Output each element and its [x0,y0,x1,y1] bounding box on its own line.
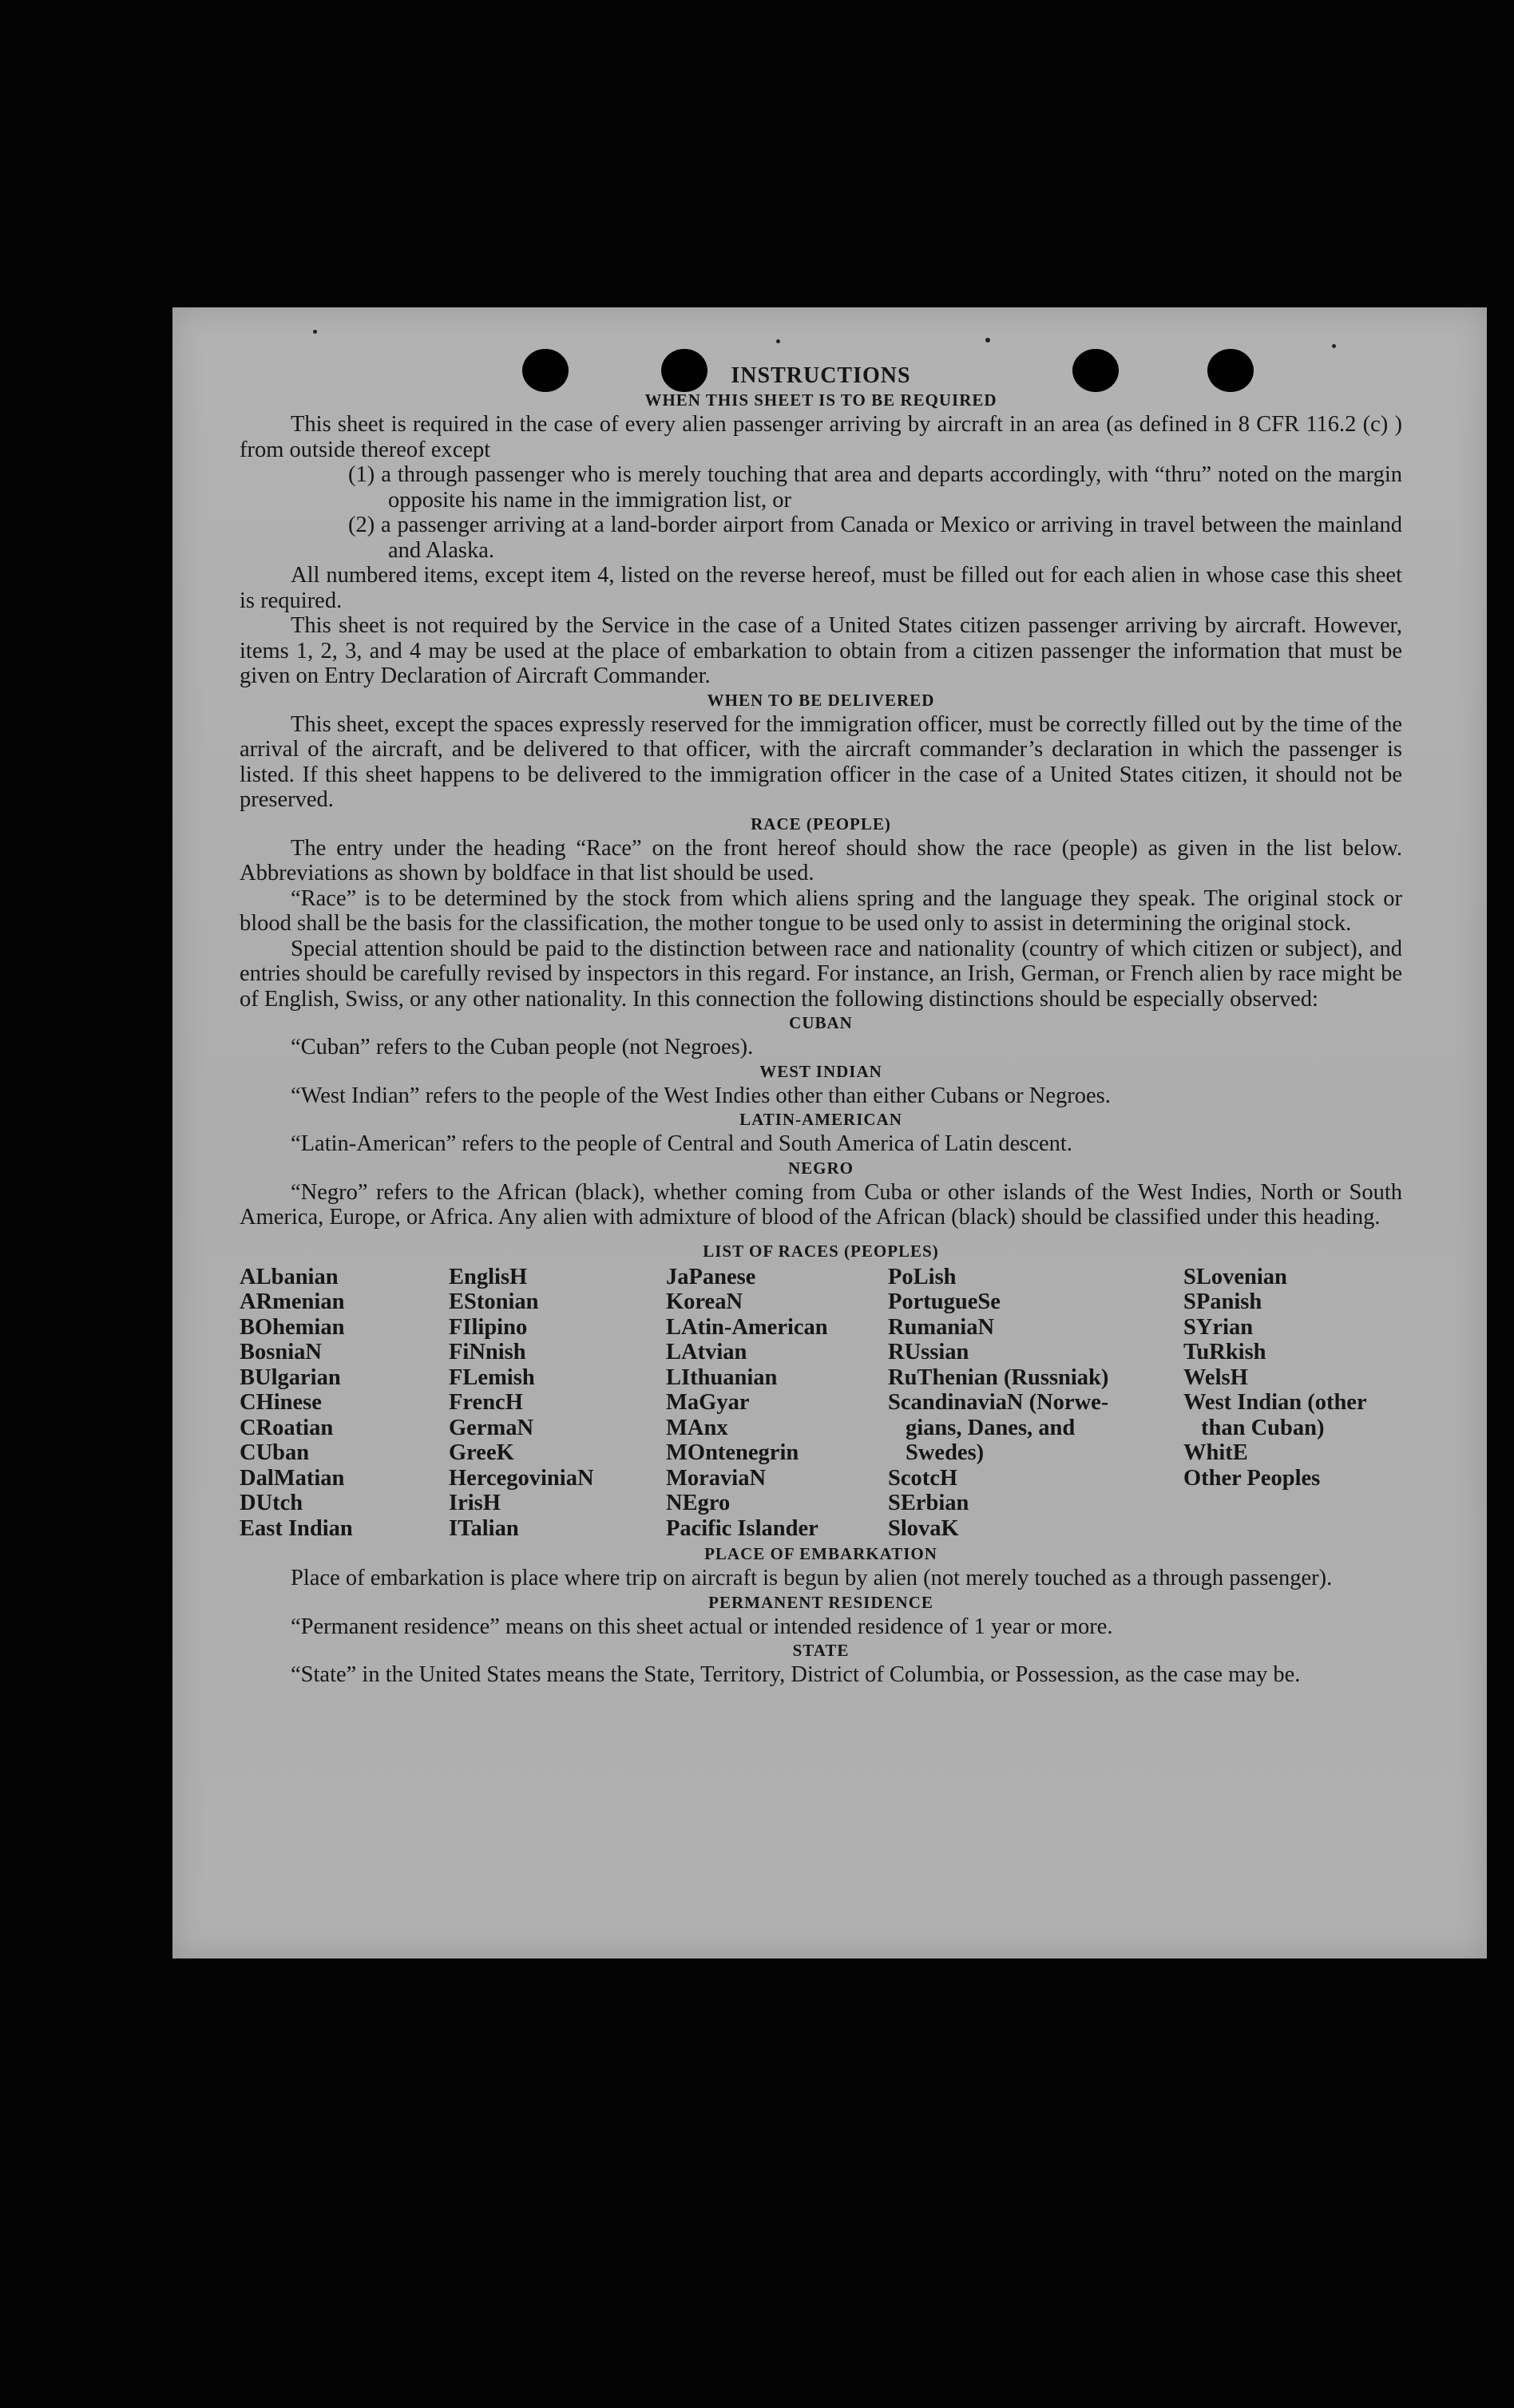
race-entry: NEgro [666,1491,731,1515]
race-entry: SPanish [1183,1289,1262,1314]
race-entry: than Cuban) [1201,1415,1325,1440]
race-entry: FiNnish [449,1340,526,1364]
race-entry: West Indian (other [1183,1390,1367,1415]
race-entry: GreeK [449,1440,514,1465]
exception-item-2: (2) a passenger arriving at a land-border airport from Canada or Mexico or arriving in travel between the mainland and Alaska. [348,513,1402,563]
races-column [240,1265,449,1542]
races-column [449,1265,666,1542]
race-entry: RumaniaN [888,1314,995,1340]
race-entry: MOntenegrin [666,1440,799,1465]
paragraph: “Cuban” refers to the Cuban people (not Negroes). [291,1035,754,1059]
race-entry: WelsH [1183,1364,1248,1390]
race-entry: gians, Danes, and [906,1415,1076,1440]
race-entry: SlovaK [888,1515,959,1541]
paragraph: “Latin-American” refers to the people of Central and South America of Latin descent. [291,1131,1072,1156]
race-entry: CUban [240,1440,310,1465]
scan-speck [1332,344,1336,348]
section-heading-when-delivered: WHEN TO BE DELIVERED [707,690,935,710]
race-entry: TuRkish [1183,1340,1266,1364]
race-entry: EStonian [449,1289,539,1314]
race-entry: LIthuanian [666,1364,778,1390]
race-entry: MAnx [666,1415,728,1440]
section-heading-permanent-residence: PERMANENT RESIDENCE [708,1592,933,1612]
document-title: INSTRUCTIONS [731,363,911,388]
race-entry: ARmenian [240,1289,345,1314]
section-heading-state: STATE [792,1641,850,1660]
paragraph: The entry under the heading “Race” on the front hereof should show the race (people) as given in the list below. Abbreviations as shown by boldface in that list should be used. [240,835,1402,885]
race-entry: GermaN [449,1415,534,1440]
race-entry: IrisH [449,1491,501,1515]
section-heading-race: RACE (PEOPLE) [751,814,891,834]
instructions-content [240,363,1402,1688]
race-entry: FrencH [449,1390,523,1415]
race-entry: WhitE [1183,1440,1248,1465]
paragraph: “State” in the United States means the State, Territory, District of Columbia, or Possession, as the case may be. [291,1662,1301,1687]
race-entry: ScotcH [888,1465,958,1491]
race-entry: SLovenian [1183,1264,1287,1289]
paragraph: This sheet, except the spaces expressly reserved for the immigration officer, must be correctly filled out by the time of the arrival of the aircraft, and be delivered to that officer, with the aircraft commander’s declaration in which the passenger is listed. If this sheet happens to be delivered to the immigration officer in the case of a United States citizen, it should not be preserved. [240,711,1402,812]
race-entry: CRoatian [240,1415,334,1440]
race-entry: East Indian [240,1515,353,1541]
section-heading-when-required: WHEN THIS SHEET IS TO BE REQUIRED [644,390,997,410]
race-entry: LAtin-American [666,1314,828,1340]
races-column [888,1265,1183,1542]
scan-speck [985,338,990,343]
paragraph: This sheet is not required by the Service in the case of a United States citizen passenger arriving by aircraft. However, items 1, 2, 3, and 4 may be used at the place of embarkation to obtain from a citizen passenger the information that must be given on Entry Declaration of Aircraft Commander. [240,613,1402,688]
paragraph: All numbered items, except item 4, listed on the reverse hereof, must be filled out for each alien in whose case this sheet is required. [240,563,1402,613]
scan-speck [313,330,317,334]
race-entry: LAtvian [666,1340,747,1364]
race-entry: ITalian [449,1515,519,1541]
race-entry: MoraviaN [666,1465,767,1491]
race-entry: SErbian [888,1491,969,1515]
section-heading-cuban: CUBAN [789,1013,853,1032]
race-entry: CHinese [240,1390,322,1415]
race-entry: Pacific Islander [666,1515,818,1541]
section-heading-west-indian: WEST INDIAN [759,1061,882,1081]
race-entry: HercegoviniaN [449,1465,594,1491]
paragraph: “West Indian” refers to the people of the West Indies other than either Cubans or Negroes. [291,1083,1111,1108]
paragraph: This sheet is required in the case of every alien passenger arriving by aircraft in an area (as defined in 8 CFR 116.2 (c) ) from outside thereof except [240,412,1402,462]
race-entry: SYrian [1183,1314,1254,1340]
paragraph: “Race” is to be determined by the stock from which aliens spring and the language they speak. The original stock or blood shall be the basis for the classification, the mother tongue to be used only to assist in determining the original stock. [240,885,1402,936]
section-heading-negro: NEGRO [787,1158,854,1178]
races-table [240,1265,1402,1542]
race-entry: FIlipino [449,1314,528,1340]
race-entry: ALbanian [240,1264,339,1289]
scan-speck [776,339,780,343]
section-heading-latin-american: LATIN-AMERICAN [739,1110,902,1129]
race-entry: Other Peoples [1183,1465,1321,1491]
race-entry: PortugueSe [888,1289,1001,1314]
race-entry: BUlgarian [240,1364,341,1390]
race-entry: RuThenian (Russniak) [888,1364,1109,1390]
race-entry: ScandinaviaN (Norwe- [888,1390,1109,1415]
paragraph: Special attention should be paid to the distinction between race and nationality (country of which citizen or subject), and entries should be carefully revised by inspectors in this regard. For instance, an Irish, German, or French alien by race might be of English, Swiss, or any other nationality. In this connection the following distinctions should be especially observed: [240,936,1402,1012]
paragraph: “Negro” refers to the African (black), whether coming from Cuba or other islands of the West Indies, North or South America, Europe, or Africa. Any alien with admixture of blood of the African (black) should be classified under this heading. [240,1179,1402,1230]
race-entry: FLemish [449,1364,535,1390]
race-entry: KoreaN [666,1289,743,1314]
races-column [666,1265,888,1542]
section-heading-place-of-embarkation: PLACE OF EMBARKATION [704,1544,937,1563]
exception-item-1: (1) a through passenger who is merely touching that area and departs accordingly, with “thru” noted on the margin opposite his name in the immigration list, or [348,462,1402,513]
race-entry: Swedes) [906,1440,985,1465]
paragraph: “Permanent residence” means on this sheet actual or intended residence of 1 year or more. [291,1614,1113,1639]
race-entry: DUtch [240,1491,303,1515]
race-entry: BosniaN [240,1340,322,1364]
race-entry: DalMatian [240,1465,345,1491]
race-entry: RUssian [888,1340,969,1364]
section-heading-list-of-races: LIST OF RACES (PEOPLES) [703,1241,939,1261]
race-entry: BOhemian [240,1314,345,1340]
race-entry: EnglisH [449,1264,528,1289]
race-entry: MaGyar [666,1390,750,1415]
races-column [1183,1265,1402,1542]
race-entry: PoLish [888,1264,957,1289]
paragraph: Place of embarkation is place where trip on aircraft is begun by alien (not merely touched as a through passenger). [291,1566,1333,1590]
race-entry: JaPanese [666,1264,756,1289]
document-sheet [172,307,1487,1958]
